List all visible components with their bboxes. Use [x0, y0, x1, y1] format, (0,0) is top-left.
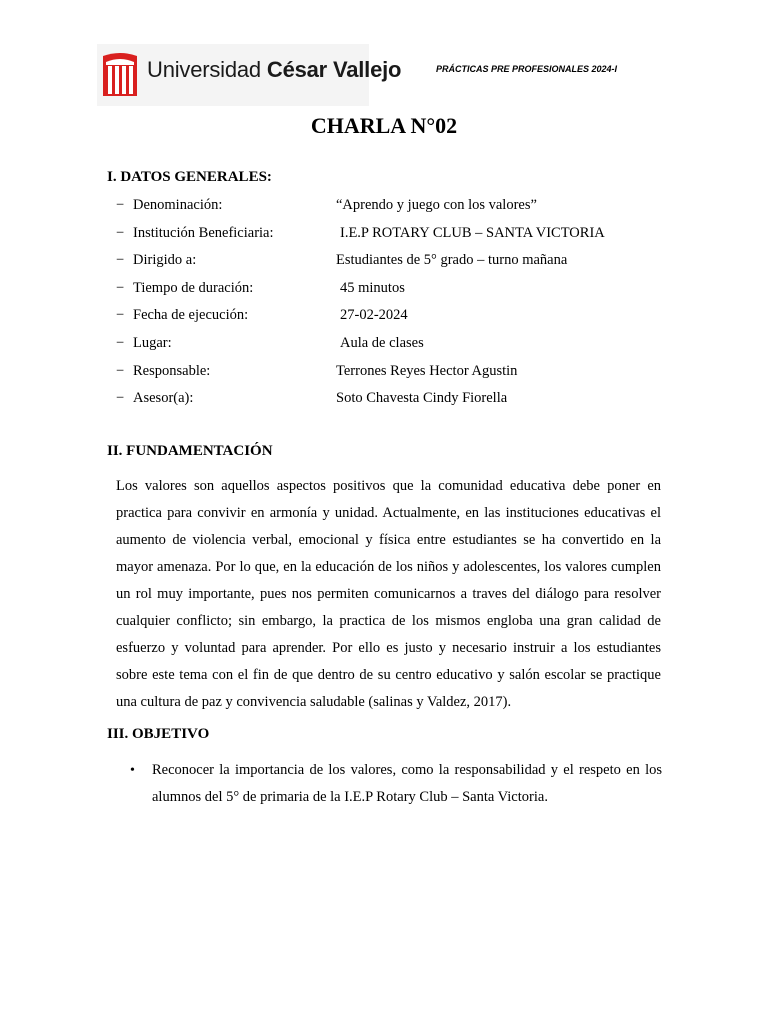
row-label: Tiempo de duración: — [133, 280, 254, 296]
bullet-icon: • — [130, 763, 135, 778]
row-value: “Aprendo y juego con los valores” — [336, 197, 537, 213]
data-row-asesor — [116, 388, 676, 408]
data-row-fecha — [116, 305, 676, 325]
dash-marker: − — [116, 390, 125, 406]
row-value: Aula de clases — [340, 335, 424, 351]
section-datos-generales-heading: I. DATOS GENERALES: — [107, 169, 272, 185]
row-value: I.E.P ROTARY CLUB – SANTA VICTORIA — [340, 225, 605, 241]
data-row-lugar — [116, 333, 676, 353]
dash-marker: − — [116, 307, 125, 323]
objetivo-text: Reconocer la importancia de los valores, como la responsabilidad y el respeto en los alumnos del 5° de primaria de la I.E.P Rotary Club – Santa Victoria. — [152, 762, 662, 805]
dash-marker: − — [116, 280, 125, 296]
data-row-denominacion — [116, 195, 676, 215]
fundamentacion-paragraph: Los valores son aquellos aspectos positivos que la comunidad educativa debe poner en practica para convivir en armonía y unidad. Actualmente, en las instituciones educativas el aumento de violencia verbal, emocional y física entre estudiantes se ha convertido en la mayor amenaza. Por lo que, en la educación de los niños y adolescentes, los valores cumplen un rol muy importante, pues nos permiten comunicarnos a traves del diálogo para resolver cualquier conflicto; sin embargo, la practica de los mismos engloba una gran calidad de esfuerzo y voluntad para aprender. Por ello es justo y necesario instruir a los estudiantes sobre este tema con el fin de que dentro de su centro educativo y salón escolar se practique una cultura de paz y convivencia saludable (salinas y Valdez, 2017). — [116, 478, 661, 710]
row-value: 45 minutos — [340, 280, 405, 296]
row-label: Asesor(a): — [133, 390, 194, 406]
row-label: Fecha de ejecución: — [133, 307, 249, 323]
row-label: Lugar: — [133, 335, 172, 351]
row-value: Terrones Reyes Hector Agustin — [336, 363, 518, 379]
university-name-regular: Universidad — [147, 57, 267, 82]
data-row-dirigido — [116, 250, 676, 270]
row-value: 27-02-2024 — [340, 307, 408, 323]
dash-marker: − — [116, 252, 125, 268]
university-logo — [97, 44, 402, 106]
university-name-bold: César Vallejo — [266, 57, 402, 82]
row-label: Institución Beneficiaria: — [133, 225, 274, 241]
section-fundamentacion-heading: II. FUNDAMENTACIÓN — [107, 443, 273, 459]
ucv-emblem-icon — [103, 52, 137, 100]
dash-marker: − — [116, 197, 125, 213]
row-value: Estudiantes de 5° grado – turno mañana — [336, 252, 568, 268]
row-label: Dirigido a: — [133, 252, 197, 268]
data-row-institucion — [116, 223, 676, 243]
data-row-duracion — [116, 278, 676, 298]
dash-marker: − — [116, 363, 125, 379]
university-name — [147, 56, 401, 84]
objetivo-list-item — [130, 757, 662, 811]
row-value: Soto Chavesta Cindy Fiorella — [336, 390, 508, 406]
dash-marker: − — [116, 225, 125, 241]
row-label: Responsable: — [133, 363, 211, 379]
header-subtitle: PRÁCTICAS PRE PROFESIONALES 2024-I — [436, 64, 618, 74]
document-title: CHARLA N°02 — [310, 113, 458, 138]
section-objetivo-heading: III. OBJETIVO — [107, 726, 210, 742]
dash-marker: − — [116, 335, 125, 351]
data-row-responsable — [116, 361, 676, 381]
row-label: Denominación: — [133, 197, 223, 213]
